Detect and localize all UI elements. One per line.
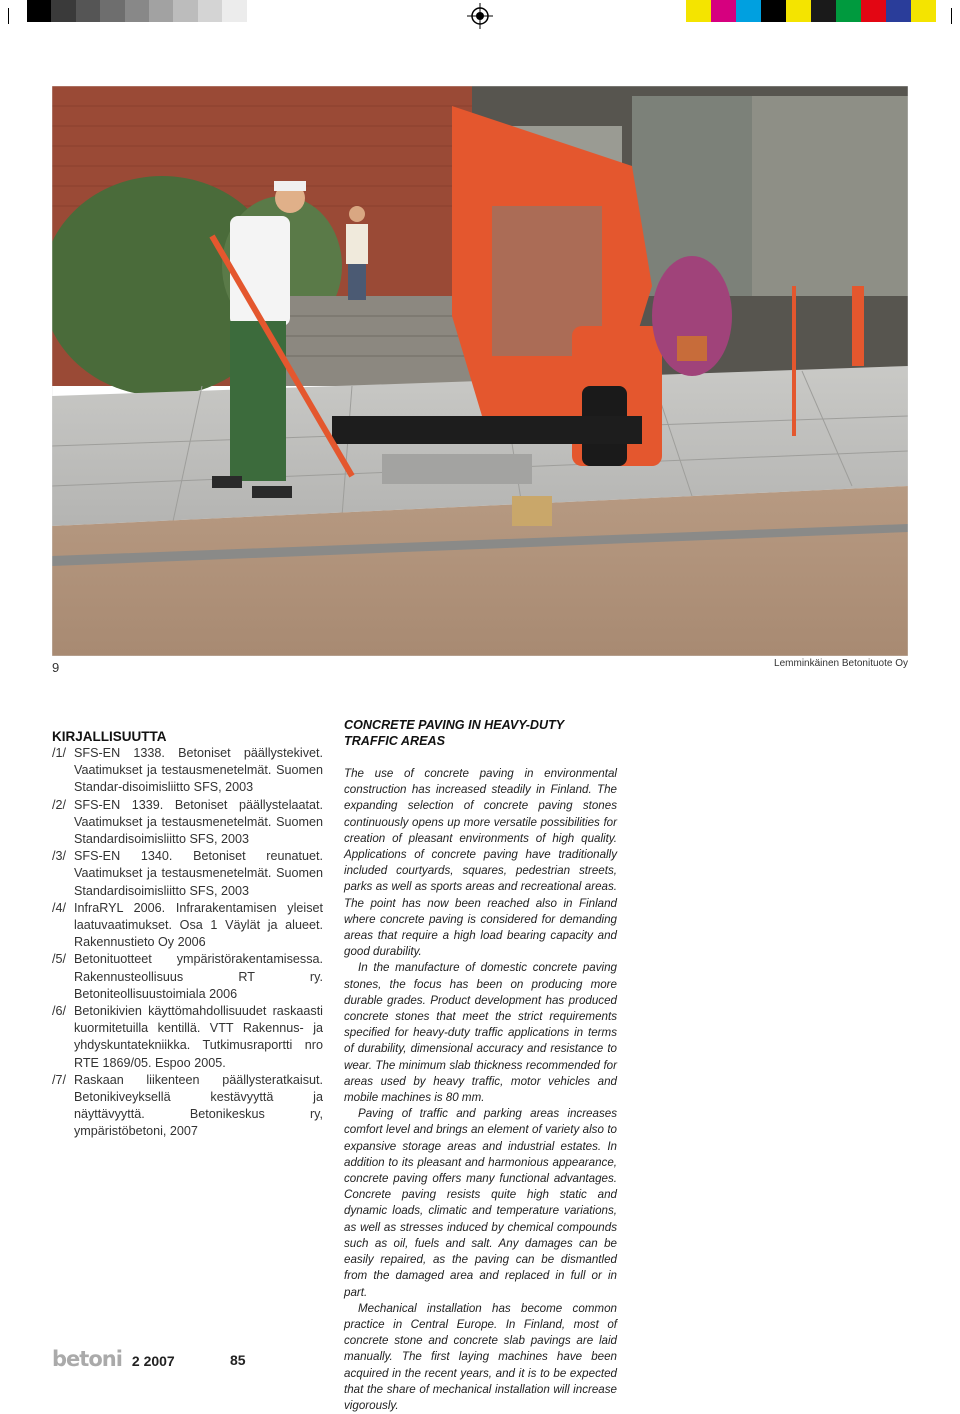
- color-swatch: [861, 0, 886, 22]
- color-swatch: [736, 0, 761, 22]
- reference-item: [52, 745, 323, 797]
- article-paragraph: The use of concrete paving in environmental construction has increased steadily in Finland. The expanding selection of concrete paving stones continuously opens up more versatile possibilities for creation of pleasant environments of high quality. Applications of concrete paving have traditionally included courtyards, squares, pedestrian streets, parks as well as sports areas and recreational areas. The point has now been reached also in Finland where concrete paving is considered for demanding areas that require a high load bearing capacity and good durability.: [344, 767, 617, 959]
- color-swatch: [27, 0, 51, 22]
- color-swatch: [886, 0, 911, 22]
- reference-number: /4/: [52, 900, 67, 915]
- photo-credit: Lemminkäinen Betonituote Oy: [774, 658, 908, 669]
- reference-item: [52, 900, 323, 952]
- color-swatch: [51, 0, 75, 22]
- reference-item: [52, 1072, 323, 1141]
- color-swatch: [76, 0, 100, 22]
- reference-number: /5/: [52, 952, 67, 967]
- reference-text: Betonituotteet ympäristörakentamisessa. Rakennusteollisuus RT ry. Betoniteollisuustoimiala 2006: [74, 952, 323, 1001]
- color-swatch: [100, 0, 124, 22]
- reference-item: [52, 1003, 323, 1072]
- article-paragraph: In the manufacture of domestic concrete paving stones, the focus has been on producing more durable grades. Product development has produced concrete stones that meet the strict requirements specified for heavy-duty traffic applications in terms of durability, dimensional accuracy and resistance to wear. The minimum slab thickness recommended for areas used by heavy traffic, motor vehicles and mobile machines is 80 mm.: [344, 961, 617, 1105]
- issue-number: 2 2007: [131, 1353, 175, 1369]
- color-swatch: [149, 0, 173, 22]
- english-summary: [344, 717, 617, 1414]
- page-number: 85: [230, 1352, 246, 1368]
- reference-number: /7/: [52, 1072, 67, 1087]
- reference-item: [52, 797, 323, 849]
- reference-item: [52, 848, 323, 900]
- reference-text: SFS-EN 1338. Betoniset päällystekivet. Vaatimukset ja testausmenetelmät. Suomen Standar-disoimisliitto SFS, 2003: [74, 746, 323, 795]
- color-swatch: [911, 0, 936, 22]
- paving-machine-photo: [52, 86, 908, 656]
- color-swatch: [198, 0, 222, 22]
- reference-text: InfraRYL 2006. Infrarakentamisen yleiset laatuvaatimukset. Osa 1 Väylät ja alueet. Rakennustieto Oy 2006: [74, 900, 323, 950]
- article-paragraph: Mechanical installation has become common practice in Central Europe. In Finland, most of concrete stone and concrete slab pavings are laid manually. The first laying machines have been acquired in the recent years, and it is to be expected that the share of mechanical installation will increase vigorously.: [344, 1301, 617, 1412]
- color-swatch: [125, 0, 149, 22]
- color-swatch: [173, 0, 197, 22]
- color-swatch: [761, 0, 786, 22]
- color-swatch: [811, 0, 836, 22]
- color-swatch: [711, 0, 736, 22]
- grayscale-color-bar: [27, 0, 271, 22]
- registration-mark-icon: [467, 3, 493, 29]
- color-swatch: [247, 0, 271, 22]
- article-title: CONCRETE PAVING IN HEAVY-DUTY TRAFFIC AREAS: [344, 718, 564, 748]
- references-heading: KIRJALLISUUTTA: [52, 729, 167, 744]
- reference-item: [52, 951, 323, 1003]
- magazine-logo: betoni: [52, 1347, 122, 1371]
- reference-text: Betonikivien käyttömahdollisuudet raskaasti kuormitetuilla kentillä. VTT Rakennus- ja yhdyskuntatekniikka. Tutkimusraportti nro RTE 1869/05. Espoo 2005.: [74, 1004, 323, 1070]
- reference-number: /1/: [52, 746, 67, 760]
- trim-mark: [951, 8, 952, 24]
- color-swatch: [786, 0, 811, 22]
- process-color-bar: [686, 0, 936, 22]
- reference-number: /3/: [52, 849, 67, 864]
- reference-number: /2/: [52, 797, 67, 812]
- references-section: [52, 728, 323, 1141]
- page-footer: [52, 1347, 175, 1369]
- reference-text: SFS-EN 1340. Betoniset reunatuet. Vaatimukset ja testausmenetelmät. Suomen Standardisoimisliitto SFS, 2003: [74, 849, 323, 898]
- reference-text: Raskaan liikenteen päällysteratkaisut. Betonikiveyksellä kestävyyttä ja näyttävyyttä. Betonikeskus ry, ympäristöbetoni, 2007: [74, 1072, 323, 1139]
- figure-number: 9: [52, 660, 60, 675]
- reference-text: SFS-EN 1339. Betoniset päällystelaatat. Vaatimukset ja testausmenetelmät. Suomen Standardisoimisliitto SFS, 2003: [74, 797, 323, 847]
- color-swatch: [686, 0, 711, 22]
- color-swatch: [222, 0, 246, 22]
- trim-mark: [8, 8, 9, 24]
- color-swatch: [836, 0, 861, 22]
- reference-number: /6/: [52, 1004, 67, 1019]
- article-paragraph: Paving of traffic and parking areas increases comfort level and brings an element of variety also to expansive storage areas and industrial estates. In addition to its pleasant and harmonious appearance, concrete paving offers many functional advantages. Concrete paving resists quite high static and dynamic loads, climatic and temperature variations, as well as stresses induced by chemical compounds such as oil, fuels and salt. Any damages can be easily repaired, as the paving can be dismantled from the damaged area and replaced in full or in part.: [344, 1107, 617, 1299]
